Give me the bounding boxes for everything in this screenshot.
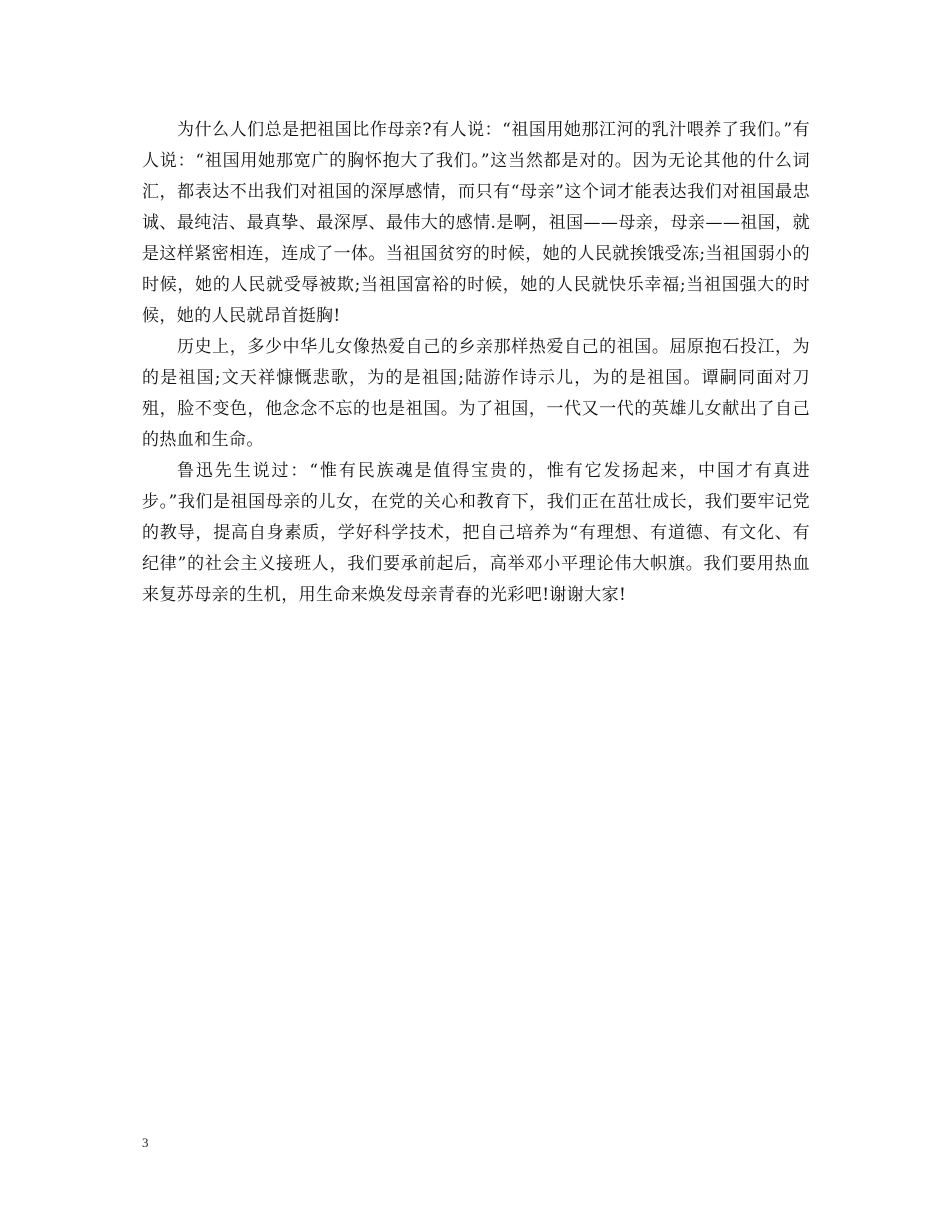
paragraph-2: 历史上，多少中华儿女像热爱自己的乡亲那样热爱自己的祖国。屈原抱石投江，为的是祖国;文天祥慷慨悲歌，为的是祖国;陆游作诗示儿，为的是祖国。谭嗣同面对刀殂，脸不变色，他念念不忘的也是祖国。为了祖国，一代又一代的英雄儿女献出了自己的热血和生命。	[142, 337, 810, 450]
paragraph-3: 鲁迅先生说过：“惟有民族魂是值得宝贵的，惟有它发扬起来，中国才有真进步。”我们是祖国母亲的儿女，在党的关心和教育下，我们正在茁壮成长，我们要牢记党的教导，提高自身素质，学好科学技术，把自己培养为“有理想、有道德、有文化、有纪律”的社会主义接班人，我们要承前起后，高举邓小平理论伟大帜旗。我们要用热血来复苏母亲的生机，用生命来焕发母亲青春的光彩吧!谢谢大家!	[142, 461, 810, 605]
page-number: 3	[142, 1135, 149, 1150]
paragraph-1: 为什么人们总是把祖国比作母亲?有人说：“祖国用她那江河的乳汁喂养了我们。”有人说：“祖国用她那宽广的胸怀抱大了我们。”这当然都是对的。因为无论其他的什么词汇，都表达不出我们对祖国的深厚感情，而只有“母亲”这个词才能表达我们对祖国最忠诚、最纯洁、最真挚、最深厚、最伟大的感情.是啊，祖国——母亲，母亲——祖国，就是这样紧密相连，连成了一体。当祖国贫穷的时候，她的人民就挨饿受冻;当祖国弱小的时候，她的人民就受辱被欺;当祖国富裕的时候，她的人民就快乐幸福;当祖国强大的时候，她的人民就昂首挺胸!	[142, 120, 810, 326]
body-text	[142, 115, 810, 611]
